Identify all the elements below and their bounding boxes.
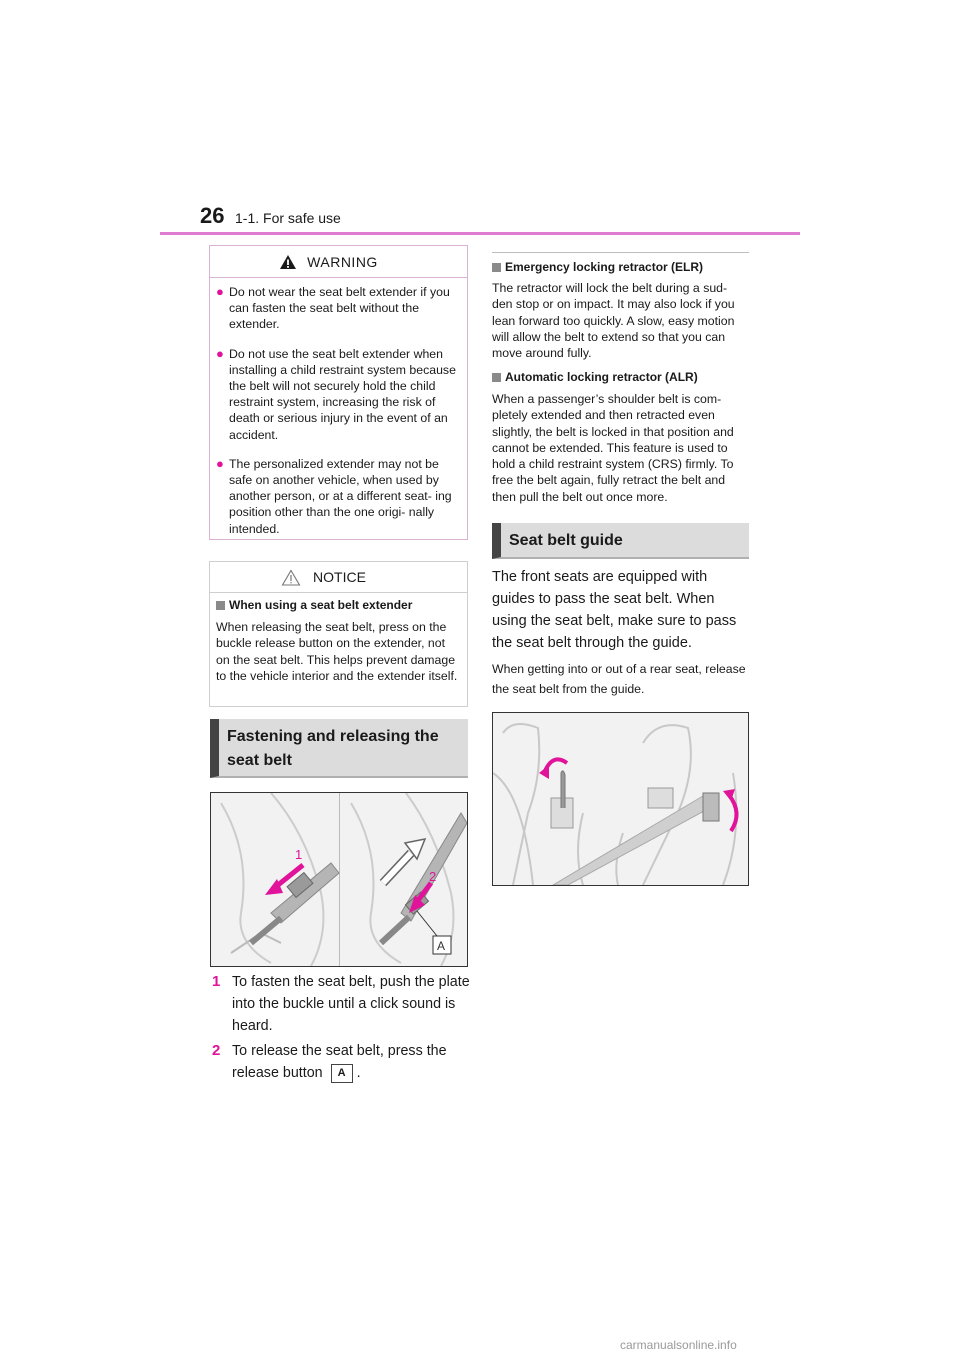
square-bullet-icon (492, 373, 501, 382)
right-column-rule (492, 252, 749, 253)
square-bullet-icon (492, 263, 501, 272)
notice-triangle-icon (281, 569, 301, 586)
warning-item: ● Do not wear the seat belt extender if you can fasten the seat belt without the extender. (216, 284, 450, 332)
alr-body: When a passenger’s shoulder belt is com- pletely extended and then retracted even slightly, the belt is locked in that position and cannot be extended. This feature is used to hold a child restraint system (CRS) firmly. To free the belt again, fully retract the belt and then pull the belt out once more. (492, 392, 734, 504)
header-rule (160, 232, 800, 235)
callout-a: A (437, 939, 446, 953)
alr-heading: Automatic locking retractor (ALR) (492, 370, 698, 384)
notice-header (210, 562, 467, 593)
fastening-heading: Fastening and releasing the seat belt (210, 719, 468, 778)
seat-belt-guide-illustration (492, 712, 749, 886)
release-button-label: A (331, 1064, 353, 1083)
seat-belt-buckle-illustration (211, 793, 467, 966)
guide-note: When getting into or out of a rear seat, release the seat belt from the guide. (492, 662, 746, 696)
seat-guide-drawing (493, 713, 748, 885)
warning-box (209, 245, 468, 540)
fastening-illustration (210, 792, 468, 967)
callout-1: 1 (295, 847, 303, 862)
seat-belt-guide-heading: Seat belt guide (492, 523, 749, 559)
warning-triangle-icon (279, 254, 297, 270)
warning-title: WARNING (307, 253, 378, 270)
notice-title: NOTICE (313, 569, 366, 585)
notice-body-text: When releasing the seat belt, press on the buckle release button on the extender, not on the seat belt. This helps prevent damage to the vehicle interior and the extender itself. (216, 620, 458, 683)
warning-header (210, 246, 467, 278)
callout-2: 2 (429, 869, 437, 884)
footer-watermark: carmanualsonline.info (620, 1338, 737, 1352)
notice-subheading: When using a seat belt extender (216, 597, 459, 613)
notice-box (209, 561, 468, 707)
elr-body: The retractor will lock the belt during a sud- den stop or on impact. It may also lock if you lean forward too quickly. A slow, easy motion will allow the belt to extend so that you can move around fully. (492, 281, 735, 361)
page-number: 26 (200, 203, 225, 228)
warning-item: ● The personalized extender may not be safe on another vehicle, when used by another person, or at a different seat- ing position other than the one origi- nally intended. (216, 455, 452, 536)
warning-item: ● Do not use the seat belt extender when installing a child restraint system because the belt will not securely hold the child restraint system, increasing the risk of death or serious injury in the event of an accident. (216, 345, 456, 442)
square-bullet-icon (216, 601, 225, 610)
guide-text: The front seats are equipped with guides to pass the seat belt. When using the seat belt, make sure to pass the seat belt through the guide. (492, 569, 737, 651)
elr-heading: Emergency locking retractor (ELR) (492, 260, 703, 274)
bullet-icon: ● (216, 345, 224, 361)
section-title: 1-1. For safe use (235, 210, 341, 226)
bullet-icon: ● (216, 284, 224, 299)
bullet-icon: ● (216, 455, 224, 471)
